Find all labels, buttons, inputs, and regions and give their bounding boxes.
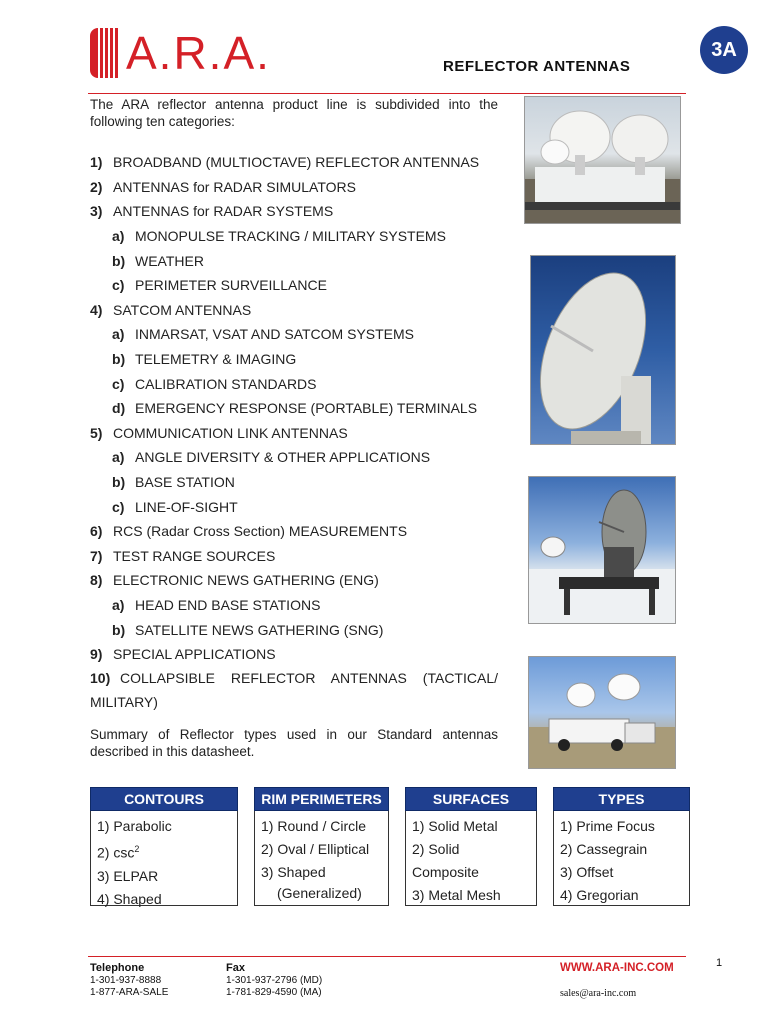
category-list <box>90 150 498 714</box>
telephone-number: 1-301-937-8888 <box>90 975 162 986</box>
item-text: ANGLE DIVERSITY & OTHER APPLICATIONS <box>135 449 431 466</box>
logo-mark-icon <box>90 28 120 78</box>
section-badge: 3A <box>700 26 748 74</box>
rim-perimeters-header: RIM PERIMETERS <box>254 787 389 811</box>
item-number: 7) <box>90 547 103 564</box>
item-text: PERIMETER SURVEILLANCE <box>135 277 327 294</box>
truck-mounted-antennas-photo <box>524 96 681 224</box>
surface-item: 2) Solid Composite <box>412 841 479 880</box>
rim-perimeters-column <box>254 787 389 906</box>
rim-item: 1) Round / Circle <box>261 818 367 834</box>
footer-fax <box>226 962 322 999</box>
item-number: 3) <box>90 203 103 220</box>
list-item <box>90 544 498 569</box>
sub-list-item <box>90 371 498 396</box>
item-text: SPECIAL APPLICATIONS <box>113 646 276 663</box>
item-number: 9) <box>90 646 103 663</box>
types-column <box>553 787 690 906</box>
item-text: INMARSAT, VSAT AND SATCOM SYSTEMS <box>135 326 415 343</box>
surfaces-column <box>405 787 537 906</box>
list-item <box>90 298 498 323</box>
contour-item: 3) ELPAR <box>97 867 159 884</box>
contours-list <box>90 811 238 906</box>
type-item: 3) Offset <box>560 864 614 880</box>
item-number: 8) <box>90 572 103 589</box>
item-letter: b) <box>112 252 126 269</box>
item-text: BROADBAND (MULTIOCTAVE) REFLECTOR ANTENNAS <box>113 154 480 171</box>
item-text: ANTENNAS for RADAR SIMULATORS <box>113 178 356 195</box>
test-range-antenna-photo <box>528 476 676 624</box>
rim-item: 2) Oval / Elliptical <box>261 841 370 857</box>
list-item <box>90 666 498 690</box>
sub-list-item <box>90 494 498 519</box>
list-item <box>90 175 498 200</box>
telephone-label: Telephone <box>90 962 145 974</box>
contour-item: 1) Parabolic <box>97 818 172 834</box>
sub-list-item <box>90 347 498 372</box>
item-text: COLLAPSIBLE REFLECTOR ANTENNAS (TACTICAL/ <box>120 670 498 687</box>
contour-item: 2) $\csc^2$ <box>97 844 140 861</box>
item-text: COMMUNICATION LINK ANTENNAS <box>113 424 348 441</box>
types-list <box>553 811 690 906</box>
item-text: MONOPULSE TRACKING / MILITARY SYSTEMS <box>135 228 446 245</box>
footer-divider <box>88 956 686 957</box>
list-item <box>90 568 498 593</box>
website-link[interactable]: WWW.ARA-INC.COM <box>560 962 674 974</box>
item-text: TEST RANGE SOURCES <box>113 547 276 564</box>
types-header: TYPES <box>553 787 690 811</box>
sub-list-item <box>90 248 498 273</box>
rim-item: 3) Shaped <box>261 864 326 880</box>
rim-item: (Generalized) <box>277 885 362 901</box>
sub-list-item <box>90 470 498 495</box>
sub-list-item <box>90 396 498 421</box>
rim-perimeters-list <box>254 811 389 906</box>
item-letter: c) <box>112 277 125 294</box>
sub-list-item <box>90 224 498 249</box>
surfaces-header: SURFACES <box>405 787 537 811</box>
list-item <box>90 150 498 175</box>
satcom-dish-photo <box>530 255 676 445</box>
contours-header: CONTOURS <box>90 787 238 811</box>
ara-logo <box>90 28 271 78</box>
item-letter: a) <box>112 449 125 466</box>
item-text: WEATHER <box>135 252 204 269</box>
contour-item: 4) Shaped <box>97 890 162 907</box>
item-letter: a) <box>112 596 125 613</box>
telephone-number: 1-877-ARA-SALE <box>90 987 169 998</box>
header-divider <box>88 93 686 94</box>
sub-list-item <box>90 273 498 298</box>
logo-text: A.R.A. <box>126 27 271 79</box>
item-letter: b) <box>112 621 126 638</box>
item-letter: a) <box>112 326 125 343</box>
item-text: ANTENNAS for RADAR SYSTEMS <box>113 203 334 220</box>
fax-number: 1-301-937-2796 (MD) <box>226 975 323 986</box>
item-text: BASE STATION <box>135 474 235 491</box>
footer-telephone <box>90 962 168 999</box>
summary-paragraph: Summary of Reflector types used in our Standard antennas described in this datasheet. <box>90 727 498 759</box>
list-item <box>90 642 498 667</box>
item-number: 10) <box>90 670 111 687</box>
item-text: SATCOM ANTENNAS <box>113 301 252 318</box>
fax-number: 1-781-829-4590 (MA) <box>226 987 322 998</box>
item-number: 4) <box>90 301 103 318</box>
sub-list-item <box>90 445 498 470</box>
type-item: 1) Prime Focus <box>560 818 655 834</box>
item-text: ELECTRONIC NEWS GATHERING (ENG) <box>113 572 379 589</box>
list-item <box>90 199 498 224</box>
sub-list-item <box>90 322 498 347</box>
item-text: LINE-OF-SIGHT <box>135 498 238 515</box>
item-letter: a) <box>112 228 125 245</box>
page-title: REFLECTOR ANTENNAS <box>443 58 631 75</box>
item-letter: b) <box>112 474 126 491</box>
surfaces-list <box>405 811 537 906</box>
sub-list-item <box>90 593 498 618</box>
item-text: SATELLITE NEWS GATHERING (SNG) <box>135 621 384 638</box>
surface-item: 3) Metal Mesh <box>412 887 501 903</box>
news-gathering-truck-photo <box>528 656 676 769</box>
item-text: EMERGENCY RESPONSE (PORTABLE) TERMINALS <box>135 400 478 417</box>
item-number: 2) <box>90 178 103 195</box>
item-number: 1) <box>90 154 103 171</box>
item-number: 5) <box>90 424 103 441</box>
page-number: 1 <box>716 957 723 969</box>
item-letter: d) <box>112 400 126 417</box>
sub-list-item <box>90 617 498 642</box>
item-number: 6) <box>90 523 103 540</box>
item-text: CALIBRATION STANDARDS <box>135 375 317 392</box>
item-letter: c) <box>112 375 125 392</box>
item-letter: b) <box>112 351 126 368</box>
item-text: HEAD END BASE STATIONS <box>135 596 321 613</box>
intro-paragraph: The ARA reflector antenna product line is subdivided into the following ten categories: <box>90 97 498 129</box>
list-item <box>90 421 498 446</box>
surface-item: 1) Solid Metal <box>412 818 498 834</box>
list-item <box>90 519 498 544</box>
contours-column <box>90 787 238 906</box>
list-item-continuation: MILITARY) <box>90 694 158 711</box>
item-text: RCS (Radar Cross Section) MEASUREMENTS <box>113 523 408 540</box>
item-letter: c) <box>112 498 125 515</box>
email-link[interactable]: sales@ara-inc.com <box>560 988 637 999</box>
item-text: TELEMETRY & IMAGING <box>135 351 297 368</box>
type-item: 4) Gregorian <box>560 887 639 903</box>
fax-label: Fax <box>226 962 245 974</box>
type-item: 2) Cassegrain <box>560 841 648 857</box>
